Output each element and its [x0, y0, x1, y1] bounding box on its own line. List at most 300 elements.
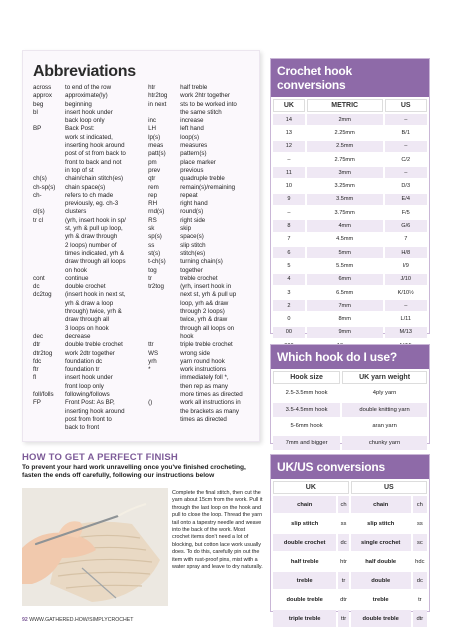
abbreviation-meaning: Front Post: As BP,	[65, 399, 115, 407]
table-cell: 3.5mm	[307, 194, 383, 205]
table-row	[273, 234, 427, 245]
table-row	[273, 496, 427, 513]
table-cell: 3mm	[307, 167, 383, 178]
table-cell: slip stitch	[351, 515, 411, 532]
abbreviation-row	[148, 134, 251, 142]
abbreviations-panel	[22, 50, 260, 442]
abbreviation-key: ftr	[33, 366, 39, 374]
table-cell: J/10	[385, 274, 428, 285]
abbreviation-row	[148, 383, 251, 391]
abbreviation-meaning: 2 loops) number of	[65, 241, 117, 249]
abbreviation-row	[148, 117, 251, 125]
table-row	[273, 127, 427, 138]
abbreviation-meaning: beginning	[65, 100, 92, 108]
table-cell: double treble	[351, 610, 411, 627]
abbreviation-key	[33, 233, 65, 241]
abbreviation-key	[148, 316, 180, 324]
column-header: US	[351, 481, 427, 494]
abbreviation-meaning: round(s)	[180, 208, 204, 216]
abbreviation-meaning: repeat	[180, 191, 198, 199]
abbreviation-meaning: previously, eg. ch-3	[65, 200, 119, 208]
abbreviation-row	[148, 275, 251, 283]
abbreviation-row	[148, 200, 251, 208]
abbreviation-row	[148, 316, 251, 324]
table-cell: dtr	[413, 610, 427, 627]
abbreviation-row	[148, 125, 251, 133]
table-row	[273, 313, 427, 324]
hook-conversions-table	[271, 97, 429, 353]
table-cell: H/8	[385, 247, 428, 258]
table-row	[273, 591, 427, 608]
table-cell: dc	[338, 534, 348, 551]
abbreviation-meaning: together	[180, 266, 203, 274]
abbreviation-key: cl(s)	[33, 208, 45, 216]
abbreviation-row	[33, 408, 144, 416]
abbreviation-key: cont	[33, 274, 45, 282]
abbreviation-key	[33, 134, 65, 142]
abbreviation-row	[33, 242, 144, 250]
table-row	[273, 553, 427, 570]
abbreviation-meaning: st, yrh & pull up loop,	[65, 225, 123, 233]
abbreviation-row	[33, 184, 144, 192]
table-cell: half treble	[273, 553, 336, 570]
table-row	[273, 180, 427, 191]
table-cell: 6.5mm	[307, 287, 383, 298]
table-cell: 3	[273, 287, 305, 298]
abbreviation-row	[33, 217, 144, 225]
abbreviation-key: dc2tog	[33, 291, 52, 299]
table-cell: 6	[273, 247, 305, 258]
abbreviation-row	[33, 167, 144, 175]
abbreviation-meaning: inserting hook around	[65, 142, 125, 150]
abbreviation-key	[33, 300, 65, 308]
abbreviation-meaning: in top of st	[65, 166, 94, 174]
abbreviation-row	[33, 175, 144, 183]
abbreviation-key: sp(s)	[148, 233, 162, 241]
abbreviation-row	[33, 142, 144, 150]
abbreviation-row	[148, 366, 251, 374]
table-row	[273, 247, 427, 258]
abbreviation-row	[148, 217, 251, 225]
abbreviation-row	[148, 333, 251, 341]
table-row	[273, 534, 427, 551]
abbreviation-row	[148, 408, 251, 416]
abbreviation-key	[148, 416, 180, 424]
table-row	[273, 194, 427, 205]
abbreviation-row	[33, 92, 144, 100]
abbreviation-meaning: increase	[180, 117, 204, 125]
abbreviation-key: ch-	[33, 191, 42, 199]
abbreviation-meaning: previous	[180, 166, 204, 174]
abbreviation-row	[33, 391, 144, 399]
abbreviation-key	[33, 225, 65, 233]
abbreviation-meaning: to end of the row	[65, 84, 112, 91]
abbreviation-meaning: times as directed	[180, 415, 227, 423]
table-cell: dc	[413, 572, 427, 589]
table-cell: ch	[413, 496, 427, 513]
abbreviation-key	[148, 333, 180, 341]
abbreviation-key	[33, 242, 65, 250]
abbreviation-row	[33, 325, 144, 333]
table-cell: 9mm	[307, 327, 383, 338]
abbreviation-key	[33, 258, 65, 266]
table-cell: 5	[273, 260, 305, 271]
abbreviation-row	[33, 192, 144, 200]
table-cell: 10	[273, 180, 305, 191]
abbreviation-key: lp(s)	[148, 133, 161, 141]
finishing-photo	[22, 488, 168, 606]
abbreviation-meaning: left hand	[180, 125, 204, 133]
abbreviation-meaning: following/follows	[65, 390, 110, 398]
abbreviation-row	[33, 399, 144, 407]
table-cell: G/6	[385, 220, 428, 231]
table-cell: I/9	[385, 260, 428, 271]
abbreviation-row	[148, 109, 251, 117]
abbreviation-key: RS	[148, 216, 157, 224]
table-cell: hdc	[413, 553, 427, 570]
abbreviation-row	[148, 300, 251, 308]
table-cell: K/10½	[385, 287, 428, 298]
abbreviation-meaning: post of st from back to	[65, 150, 126, 158]
finish-heading: HOW TO GET A PERFECT FINISH	[22, 452, 178, 463]
abbreviation-key: ()	[148, 399, 153, 407]
abbreviation-meaning: immediately foll *,	[180, 374, 229, 382]
table-cell: chunky yarn	[342, 436, 427, 451]
abbreviation-key: ttr	[148, 341, 154, 349]
table-cell: 2.75mm	[307, 154, 383, 165]
abbreviation-key	[148, 300, 180, 308]
column-header: Hook size	[273, 371, 340, 384]
abbreviation-key: approx	[33, 92, 52, 100]
abbreviation-meaning: refers to ch made	[65, 191, 114, 199]
abbreviation-row	[33, 134, 144, 142]
abbreviation-key: beg	[33, 100, 44, 108]
which-hook-table	[271, 369, 429, 452]
abbreviation-key	[33, 316, 65, 324]
table-cell: htr	[338, 553, 348, 570]
abbreviation-row	[33, 416, 144, 424]
column-header: METRIC	[307, 99, 383, 112]
abbreviation-row	[148, 258, 251, 266]
table-cell: E/4	[385, 194, 428, 205]
abbreviation-row	[33, 341, 144, 349]
abbreviation-key: t-ch(s)	[148, 258, 166, 266]
abbreviation-row	[33, 283, 144, 291]
table-cell: 2.5-3.5mm hook	[273, 386, 340, 401]
table-cell: sc	[413, 534, 427, 551]
abbreviation-key: dtr2tog	[33, 349, 53, 357]
table-cell: 7mm and bigger	[273, 436, 340, 451]
abbreviation-row	[148, 374, 251, 382]
abbreviation-key: fl	[33, 374, 37, 382]
abbreviation-row	[33, 308, 144, 316]
abbreviation-row	[148, 184, 251, 192]
abbreviation-meaning: through all loops on	[180, 324, 235, 332]
table-cell: single crochet	[351, 534, 411, 551]
abbreviation-meaning: chain/chain stitch(es)	[65, 175, 124, 183]
abbreviation-key: tr	[148, 274, 152, 282]
table-cell: 7mm	[307, 300, 383, 311]
table-row	[273, 260, 427, 271]
abbreviation-meaning: slip stitch	[180, 241, 206, 249]
abbreviation-row	[33, 316, 144, 324]
abbreviation-meaning: through) twice, yrh &	[65, 308, 122, 316]
table-cell: ss	[413, 515, 427, 532]
finish-intro: To prevent your hard work unravelling once you've finished crocheting, fasten the ends off carefully, following our instructions below	[22, 464, 246, 479]
hook-conversions-card	[270, 58, 430, 334]
table-cell: double	[351, 572, 411, 589]
abbreviation-key: tr2tog	[148, 283, 164, 291]
uk-us-card	[270, 454, 430, 622]
abbreviation-meaning: inserting hook around	[65, 407, 125, 415]
abbreviation-row	[33, 350, 144, 358]
abbreviation-meaning: yarn round hook	[180, 357, 225, 365]
abbreviations-left-column	[33, 84, 144, 432]
abbreviation-key: htr2tog	[148, 92, 168, 100]
abbreviation-key	[33, 267, 65, 275]
abbreviation-key	[33, 117, 65, 125]
abbreviation-key: ch-sp(s)	[33, 183, 56, 191]
table-cell: 13	[273, 127, 305, 138]
abbreviation-key	[33, 159, 65, 167]
table-cell: 2.25mm	[307, 127, 383, 138]
abbreviation-meaning: foundation tr	[65, 366, 100, 374]
abbreviation-meaning: draw through all	[65, 316, 110, 324]
table-cell: 5.5mm	[307, 260, 383, 271]
abbreviation-meaning: half treble	[180, 84, 208, 91]
abbreviation-key	[148, 374, 180, 382]
table-cell: –	[273, 154, 305, 165]
abbreviation-key: prev	[148, 166, 161, 174]
abbreviation-key: meas	[148, 142, 164, 150]
page-number: 92	[22, 617, 28, 623]
abbreviation-meaning: work st indicated,	[65, 133, 113, 141]
abbreviation-row	[148, 325, 251, 333]
table-cell: 7	[385, 234, 428, 245]
abbreviation-row	[148, 267, 251, 275]
table-cell: 3.75mm	[307, 207, 383, 218]
finish-instructions: Complete the final stitch, then cut the yarn about 15cm from the work. Pull it through the last loop on the hook and pull to close the loop. Thread the yarn tail onto a tapestry needle and weave into the back of the work. Most crochet items don't need a lot of blocking, but cotton lace work usually does. To do this, carefully pin out the item with rust-proof pins, mist with a water spray and leave to dry naturally.	[172, 490, 263, 571]
abbreviation-meaning: work all instructions in	[180, 399, 241, 407]
abbreviation-key	[148, 308, 180, 316]
abbreviation-key: rnd(s)	[148, 208, 165, 216]
abbreviation-meaning: next st, yrh & pull up	[180, 291, 237, 299]
abbreviation-row	[33, 208, 144, 216]
abbreviation-row	[33, 109, 144, 117]
abbreviation-row	[148, 291, 251, 299]
abbreviation-row	[33, 291, 144, 299]
abbreviation-meaning: loop(s)	[180, 133, 200, 141]
abbreviation-meaning: (insert hook in next st,	[65, 291, 126, 299]
column-header: UK yarn weight	[342, 371, 427, 384]
abbreviation-key	[33, 408, 65, 416]
abbreviation-key	[33, 383, 65, 391]
abbreviation-meaning: wrong side	[180, 349, 211, 357]
abbreviation-row	[148, 391, 251, 399]
abbreviation-meaning: more times as directed	[180, 390, 243, 398]
table-cell: dtr	[338, 591, 348, 608]
abbreviation-meaning: times indicated, yrh &	[65, 249, 125, 257]
abbreviation-row	[148, 358, 251, 366]
table-cell: 0	[273, 313, 305, 324]
abbreviation-meaning: skip	[180, 225, 192, 233]
table-cell: tr	[338, 572, 348, 589]
abbreviation-key: *	[148, 366, 151, 374]
table-cell: treble	[273, 572, 336, 589]
hook-conversions-title: Crochet hook conversions	[271, 59, 429, 97]
abbreviation-meaning: approximate(ly)	[65, 92, 108, 100]
abbreviation-row	[148, 242, 251, 250]
abbreviation-row	[33, 383, 144, 391]
abbreviation-meaning: clusters	[65, 208, 87, 216]
abbreviation-row	[148, 92, 251, 100]
abbreviation-key: foll/folls	[33, 390, 54, 398]
table-cell: –	[385, 114, 428, 125]
abbreviation-key: BP	[33, 125, 42, 133]
abbreviation-key: tog	[148, 266, 157, 274]
abbreviation-key: ch(s)	[33, 175, 47, 183]
abbreviation-key	[33, 416, 65, 424]
abbreviation-row	[148, 167, 251, 175]
abbreviation-meaning: back to front	[65, 424, 100, 432]
table-row	[273, 154, 427, 165]
abbreviation-key: inc	[148, 117, 157, 125]
table-cell: –	[385, 141, 428, 152]
abbreviation-key: pm	[148, 158, 157, 166]
table-row	[273, 515, 427, 532]
table-cell: 8mm	[307, 313, 383, 324]
abbreviation-meaning: place marker	[180, 158, 216, 166]
column-header: US	[385, 99, 428, 112]
abbreviation-meaning: treble crochet	[180, 274, 218, 282]
table-cell: treble	[351, 591, 411, 608]
abbreviation-key	[148, 291, 180, 299]
table-cell: ss	[338, 515, 348, 532]
abbreviation-meaning: triple treble crochet	[180, 341, 233, 349]
abbreviation-row	[33, 358, 144, 366]
table-cell: 2.5mm	[307, 141, 383, 152]
table-cell: chain	[351, 496, 411, 513]
abbreviation-row	[33, 300, 144, 308]
abbreviation-row	[148, 399, 251, 407]
abbreviation-key	[33, 150, 65, 158]
table-cell: 5-6mm hook	[273, 419, 340, 434]
table-row	[273, 141, 427, 152]
table-cell: M/13	[385, 327, 428, 338]
table-cell: 2mm	[307, 114, 383, 125]
abbreviation-key	[148, 109, 180, 117]
abbreviation-meaning: yrh & draw through	[65, 233, 118, 241]
abbreviation-meaning: Back Post:	[65, 125, 95, 133]
abbreviation-row	[148, 350, 251, 358]
column-header: UK	[273, 481, 349, 494]
table-cell: triple treble	[273, 610, 336, 627]
abbreviation-meaning: turning chain(s)	[180, 258, 223, 266]
page-footer	[22, 617, 133, 623]
abbreviation-meaning: sts to be worked into	[180, 100, 237, 108]
abbreviation-row	[148, 142, 251, 150]
abbreviation-key: bl	[33, 108, 38, 116]
abbreviation-row	[148, 308, 251, 316]
abbreviation-row	[148, 341, 251, 349]
table-cell: –	[385, 167, 428, 178]
abbreviation-meaning: twice, yrh & draw	[180, 316, 228, 324]
table-cell: L/11	[385, 313, 428, 324]
abbreviation-key	[148, 325, 180, 333]
table-cell: chain	[273, 496, 336, 513]
abbreviation-key: rem	[148, 183, 159, 191]
abbreviation-meaning: then rep as many	[180, 382, 228, 390]
abbreviation-meaning: right hand	[180, 200, 208, 208]
abbreviation-key: WS	[148, 349, 159, 357]
table-cell: 4mm	[307, 220, 383, 231]
abbreviation-row	[33, 374, 144, 382]
abbreviation-meaning: draw through all loops	[65, 258, 126, 266]
table-row	[273, 220, 427, 231]
abbreviation-row	[148, 84, 251, 92]
abbreviation-row	[33, 101, 144, 109]
abbreviation-row	[33, 275, 144, 283]
table-cell: slip stitch	[273, 515, 336, 532]
abbreviation-key: FP	[33, 399, 41, 407]
abbreviation-meaning: the brackets as many	[180, 407, 239, 415]
table-cell: C/2	[385, 154, 428, 165]
abbreviation-row	[148, 225, 251, 233]
abbreviation-key	[33, 308, 65, 316]
abbreviation-key	[33, 424, 65, 432]
abbreviation-key	[33, 200, 65, 208]
table-row	[273, 419, 427, 434]
table-cell: 9	[273, 194, 305, 205]
table-cell: ttr	[338, 610, 348, 627]
table-cell: 4	[273, 274, 305, 285]
abbreviation-row	[33, 333, 144, 341]
table-cell: –	[385, 300, 428, 311]
abbreviation-key	[33, 250, 65, 258]
abbreviation-meaning: front to back and not	[65, 158, 122, 166]
abbreviation-key: dec	[33, 332, 43, 340]
abbreviation-meaning: insert hook under	[65, 374, 113, 382]
table-cell: 3.5-4.5mm hook	[273, 403, 340, 418]
table-row	[273, 327, 427, 338]
abbreviation-meaning: the same stitch	[180, 108, 222, 116]
abbreviation-row	[148, 159, 251, 167]
abbreviation-row	[33, 125, 144, 133]
abbreviation-meaning: space(s)	[180, 233, 204, 241]
abbreviation-key: patt(s)	[148, 150, 166, 158]
abbreviation-key: in next	[148, 100, 167, 108]
abbreviation-meaning: yrh & draw a loop	[65, 299, 114, 307]
table-cell: 5mm	[307, 247, 383, 258]
abbreviation-row	[148, 416, 251, 424]
abbreviation-row	[33, 233, 144, 241]
abbreviation-key: fdc	[33, 357, 42, 365]
abbreviation-key	[148, 408, 180, 416]
abbreviation-row	[148, 101, 251, 109]
abbreviation-meaning: work 2dtr together	[65, 349, 115, 357]
uk-us-table	[271, 479, 429, 629]
abbreviation-key	[148, 391, 180, 399]
table-cell: 4.5mm	[307, 234, 383, 245]
abbreviation-meaning: (yrh, insert hook in	[180, 283, 232, 291]
table-cell: 6mm	[307, 274, 383, 285]
abbreviation-meaning: decrease	[65, 332, 91, 340]
abbreviation-meaning: chain space(s)	[65, 183, 106, 191]
abbreviation-key: tr cl	[33, 216, 43, 224]
abbreviation-meaning: post from front to	[65, 415, 112, 423]
abbreviation-key	[148, 383, 180, 391]
abbreviation-row	[33, 84, 144, 92]
